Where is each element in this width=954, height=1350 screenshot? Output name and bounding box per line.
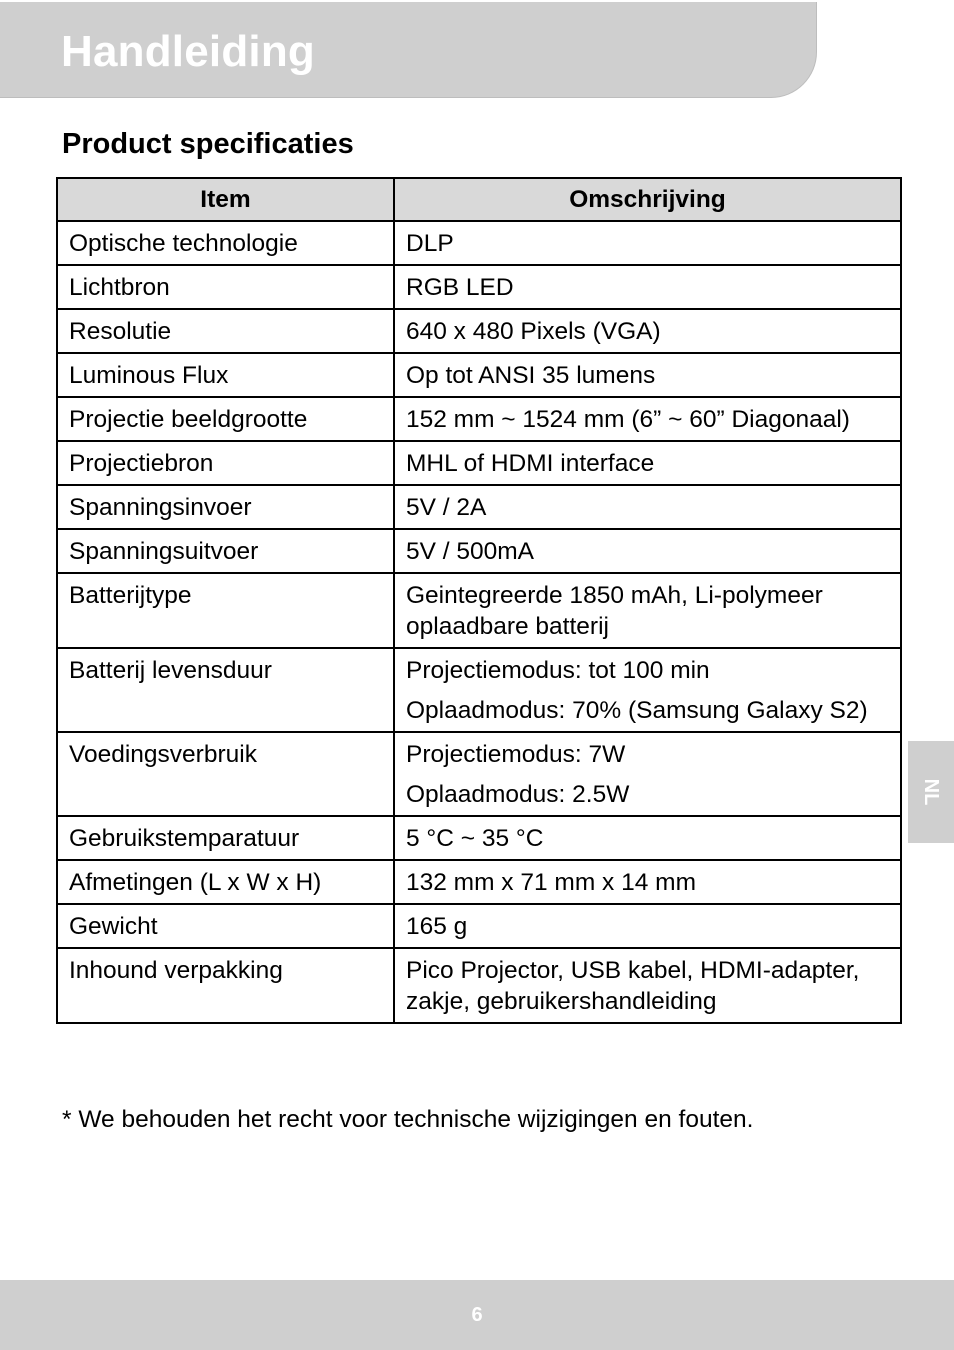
footnote: * We behouden het recht voor technische wijzigingen en fouten. — [62, 1106, 754, 1133]
table-row — [57, 485, 901, 529]
spec-description-cell — [394, 648, 901, 732]
spec-item-cell: Gewicht — [57, 904, 394, 948]
spec-description-cell — [394, 816, 901, 860]
spec-description-cell — [394, 948, 901, 1023]
spec-description-cell — [394, 485, 901, 529]
spec-item-cell: Batterij levensduur — [57, 648, 394, 732]
spec-description-cell — [394, 221, 901, 265]
table-row — [57, 309, 901, 353]
spec-description-cell — [394, 732, 901, 816]
section-title: Product specificaties — [62, 128, 354, 160]
spec-description-cell — [394, 353, 901, 397]
spec-item-cell: Spanningsinvoer — [57, 485, 394, 529]
table-row — [57, 573, 901, 648]
spec-item-cell: Projectiebron — [57, 441, 394, 485]
table-row — [57, 948, 901, 1023]
table-row — [57, 441, 901, 485]
spec-item-cell: Voedingsverbruik — [57, 732, 394, 816]
spec-description-cell — [394, 265, 901, 309]
table-row — [57, 732, 901, 816]
language-tab — [908, 741, 954, 843]
spec-description-text: 640 x 480 Pixels (VGA) — [406, 318, 661, 345]
spec-description-text: Pico Projector, USB kabel, HDMI-adapter, zakje, gebruikershandleiding — [406, 957, 860, 1015]
spec-description-text: 5 °C ~ 35 °C — [406, 825, 544, 852]
spec-description-cell — [394, 309, 901, 353]
spec-table — [56, 177, 902, 1024]
spec-description-text: Geintegreerde 1850 mAh, Li-polymeer oplaadbare batterij — [406, 582, 823, 640]
spec-description-cell — [394, 904, 901, 948]
spec-item-cell: Batterijtype — [57, 573, 394, 648]
spec-item-cell: Projectie beeldgrootte — [57, 397, 394, 441]
spec-description-text: Oplaadmodus: 2.5W — [406, 781, 630, 808]
table-row — [57, 221, 901, 265]
spec-item-cell: Lichtbron — [57, 265, 394, 309]
spec-description-text: 165 g — [406, 913, 468, 940]
table-row — [57, 904, 901, 948]
spec-item-cell: Inhound verpakking — [57, 948, 394, 1023]
table-row — [57, 529, 901, 573]
spec-description-text: 5V / 500mA — [406, 538, 535, 565]
spec-table-body — [57, 221, 901, 1023]
spec-description-text: Projectiemodus: 7W — [406, 741, 626, 768]
spec-description-cell — [394, 441, 901, 485]
table-row — [57, 860, 901, 904]
column-header-item: Item — [57, 178, 394, 221]
spec-item-cell: Spanningsuitvoer — [57, 529, 394, 573]
spec-item-cell: Luminous Flux — [57, 353, 394, 397]
spec-description-cell — [394, 573, 901, 648]
spec-description-cell — [394, 860, 901, 904]
language-label: NL — [920, 778, 942, 806]
header-band — [0, 2, 817, 98]
spec-description-text: 152 mm ~ 1524 mm (6” ~ 60” Diagonaal) — [406, 406, 850, 433]
spec-description-text: 5V / 2A — [406, 494, 487, 521]
column-header-description: Omschrijving — [394, 178, 901, 221]
spec-description-text: MHL of HDMI interface — [406, 450, 655, 477]
spec-item-cell: Gebruikstemparatuur — [57, 816, 394, 860]
spec-description-text: DLP — [406, 230, 454, 257]
page-number: 6 — [471, 1304, 483, 1326]
spec-description-text: 132 mm x 71 mm x 14 mm — [406, 869, 696, 896]
table-row — [57, 265, 901, 309]
spec-description-text: Oplaadmodus: 70% (Samsung Galaxy S2) — [406, 697, 868, 724]
table-row — [57, 397, 901, 441]
spec-description-text: RGB LED — [406, 274, 514, 301]
spec-description-cell — [394, 397, 901, 441]
table-header-row — [57, 178, 901, 221]
table-row — [57, 353, 901, 397]
spec-description-cell — [394, 529, 901, 573]
table-row — [57, 648, 901, 732]
spec-item-cell: Optische technologie — [57, 221, 394, 265]
spec-item-cell: Afmetingen (L x W x H) — [57, 860, 394, 904]
footer-band — [0, 1280, 954, 1350]
spec-description-text: Op tot ANSI 35 lumens — [406, 362, 656, 389]
manual-title: Handleiding — [61, 27, 315, 76]
spec-item-cell: Resolutie — [57, 309, 394, 353]
table-row — [57, 816, 901, 860]
spec-description-text: Projectiemodus: tot 100 min — [406, 657, 710, 684]
